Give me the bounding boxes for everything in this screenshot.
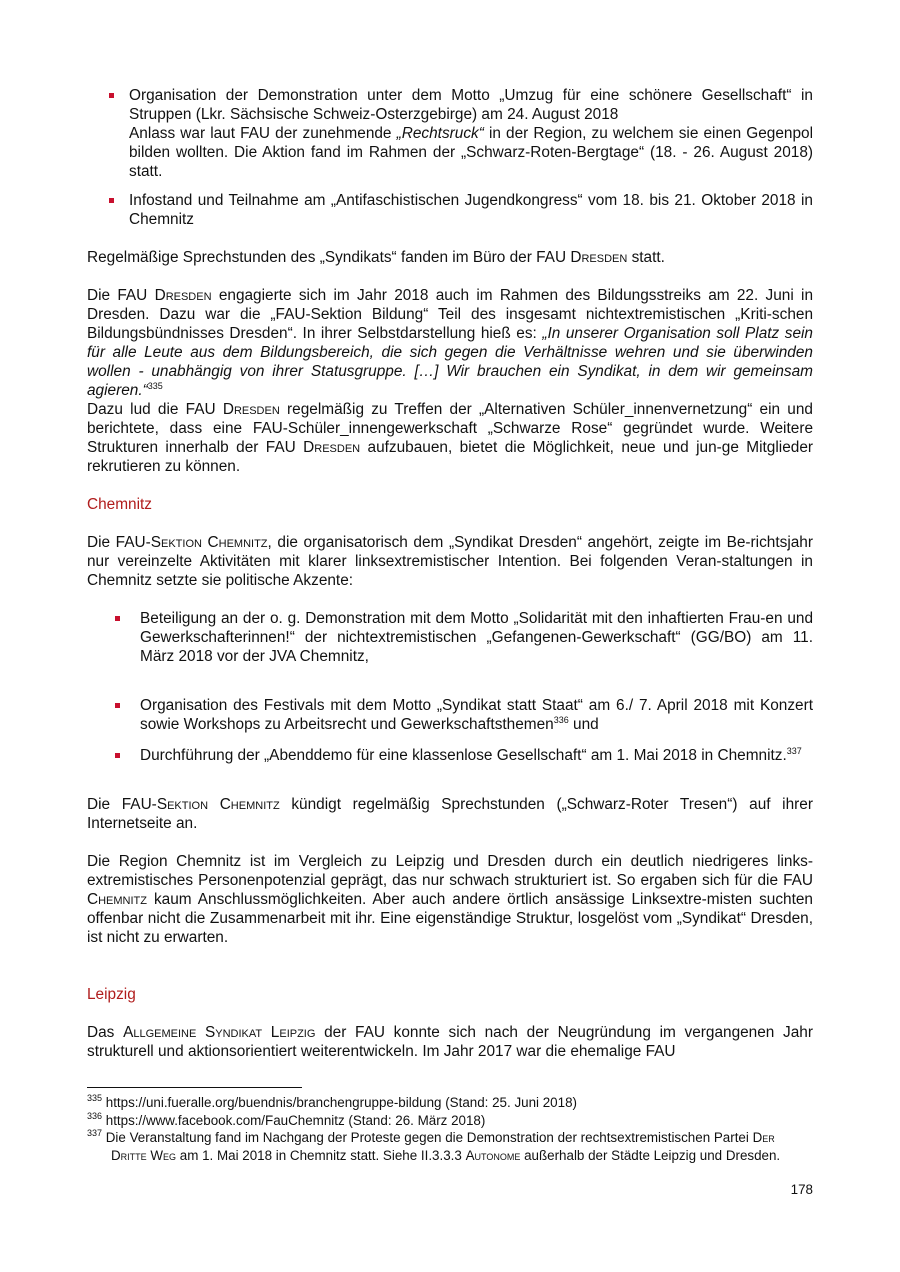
footnote-link[interactable]: https://uni.fueralle.org/buendnis/branchengruppe-bildung (Stand: 25. Juni 2018)	[102, 1095, 577, 1110]
footnote-number: 337	[87, 1128, 103, 1138]
bullet-item	[87, 191, 813, 229]
bullet-text: Infostand und Teilnahme am „Antifaschistischen Jugendkongress“ vom 18. bis 21. Oktober 2018 in Chemnitz	[129, 192, 813, 228]
square-bullet-icon	[109, 93, 114, 98]
page-body	[87, 86, 813, 1061]
paragraph: Die FAU-Sektion Chemnitz kündigt regelmäßig Sprechstunden („Schwarz-Roter Tresen“) auf ihrer Internetseite an.	[87, 796, 813, 832]
footnote-separator	[87, 1087, 302, 1088]
section-heading-chemnitz: Chemnitz	[87, 496, 153, 513]
bullet-text: Organisation des Festivals mit dem Motto „Syndikat statt Staat“ am 6./ 7. April 2018 mit Konzert sowie Workshops zu Arbeitsrecht und Gewerkschaftsthemen$^{336}$ und	[140, 697, 813, 733]
paragraph: Die FAU-Sektion Chemnitz, die organisatorisch dem „Syndikat Dresden“ angehört, zeigte im Be-richtsjahr nur vereinzelte Aktivitäten mit klarer linksextremistischer Intention. Bei folgenden Veran-staltungen in Chemnitz setzte sie politische Akzente:	[87, 534, 813, 589]
footnotes	[87, 1094, 813, 1164]
footnote	[87, 1112, 813, 1130]
footnote-ref: 335	[147, 381, 163, 391]
bullet-text: Organisation der Demonstration unter dem Motto „Umzug für eine schönere Gesellschaft“ in Struppen (Lkr. Sächsische Schweiz-Osterzgebirge) am 24. August 2018	[129, 87, 813, 123]
paragraph: Die Region Chemnitz ist im Vergleich zu Leipzig und Dresden durch ein deutlich niedrigeres links-extremistisches Personenpotenzial geprägt, das nur schwach strukturiert ist. So ergaben sich für die FAU Chemnitz kaum Anschlussmöglichkeiten. Aber auch andere örtlich ansässige Linksextre-misten suchten offenbar nicht die Zusammenarbeit mit ihr. Eine eigenständige Struktur, losgelöst vom „Syndikat“ Dresden, ist nicht zu erwarten.	[87, 853, 813, 946]
footnote-ref: 337	[786, 746, 802, 756]
footnote-number: 336	[87, 1110, 103, 1121]
footnote-link[interactable]: https://www.facebook.com/FauChemnitz (Stand: 26. März 2018)	[102, 1112, 486, 1128]
paragraph: Die FAU Dresden engagierte sich im Jahr 2018 auch im Rahmen des Bildungsstreiks am 22. Juni in Dresden. Dazu war die „FAU-Sektion Bildung“ Teil des insgesamt nichtextremistischen „Kriti-schen Bildungsbündnisses Dresden“. In ihrer Selbstdarstellung hieß es: „In unserer Organisation soll Platz sein für alle Leute aus dem Bildungsbereich, die sich gegen die Verhältnisse wehren und sie überwinden wollen - unabhängig von ihrer Statusgruppe. […] Wir brauchen ein Syndikat, in dem wir gemeinsam agieren.“$^{335}$	[87, 287, 814, 399]
paragraph: Regelmäßige Sprechstunden des „Syndikats“ fanden im Büro der FAU Dresden statt.	[87, 249, 665, 266]
square-bullet-icon	[115, 703, 120, 708]
bullet-text: Beteiligung an der o. g. Demonstration mit dem Motto „Solidarität mit den inhaftierten Frau-en und Gewerkschafterinnen!“ der nichtextremistischen „Gefangenen-Gewerkschaft“ (GG/BO) am 11. März 2018 vor der JVA Chemnitz,	[140, 610, 813, 665]
square-bullet-icon	[109, 198, 114, 203]
bullet-item	[87, 609, 813, 666]
footnote-number: 335	[87, 1093, 103, 1103]
bullet-text: Durchführung der „Abenddemo für eine klassenlose Gesellschaft“ am 1. Mai 2018 in Chemnitz.$^{337}$	[140, 746, 802, 764]
paragraph: Das Allgemeine Syndikat Leipzig der FAU konnte sich nach der Neugründung im vergangenen Jahr strukturell und aktionsorientiert weiterentwickeln. Im Jahr 2017 war die ehemalige FAU	[87, 1024, 813, 1060]
square-bullet-icon	[115, 616, 120, 621]
paragraph: Dazu lud die FAU Dresden regelmäßig zu Treffen der „Alternativen Schüler_innenvernetzung“ ein und berichtete, dass eine FAU-Schüler_innengewerkschaft „Schwarze Rose“ gegründet wurde. Weitere Strukturen innerhalb der FAU Dresden aufzubauen, bietet die Möglichkeit, neue und jun-ge Mitglieder rekrutieren zu können.	[87, 401, 814, 475]
bullet-item	[87, 696, 813, 734]
bullet-item	[87, 86, 813, 181]
footnote	[87, 1094, 813, 1112]
bullet-item	[87, 746, 813, 765]
section-heading-leipzig: Leipzig	[87, 986, 136, 1003]
page-number: 178	[790, 1182, 813, 1197]
footnote: $^{337}$ Die Veranstaltung fand im Nachgang der Proteste gegen die Demonstration der rechtsextremistischen Partei Der Dritte Weg am 1. Mai 2018 in Chemnitz statt. Siehe II.3.3.3 Autonome außerhalb der Städte Leipzig und Dresden.	[87, 1128, 781, 1163]
square-bullet-icon	[115, 753, 120, 758]
footnote-ref: 336	[553, 715, 569, 725]
bullet-detail: Anlass war laut FAU der zunehmende „Rechtsruck“ in der Region, zu welchem sie einen Gegenpol bilden wollten. Die Aktion fand im Rahmen der „Schwarz-Roten-Bergtage“ (18. - 26. August 2018) statt.	[129, 125, 814, 180]
